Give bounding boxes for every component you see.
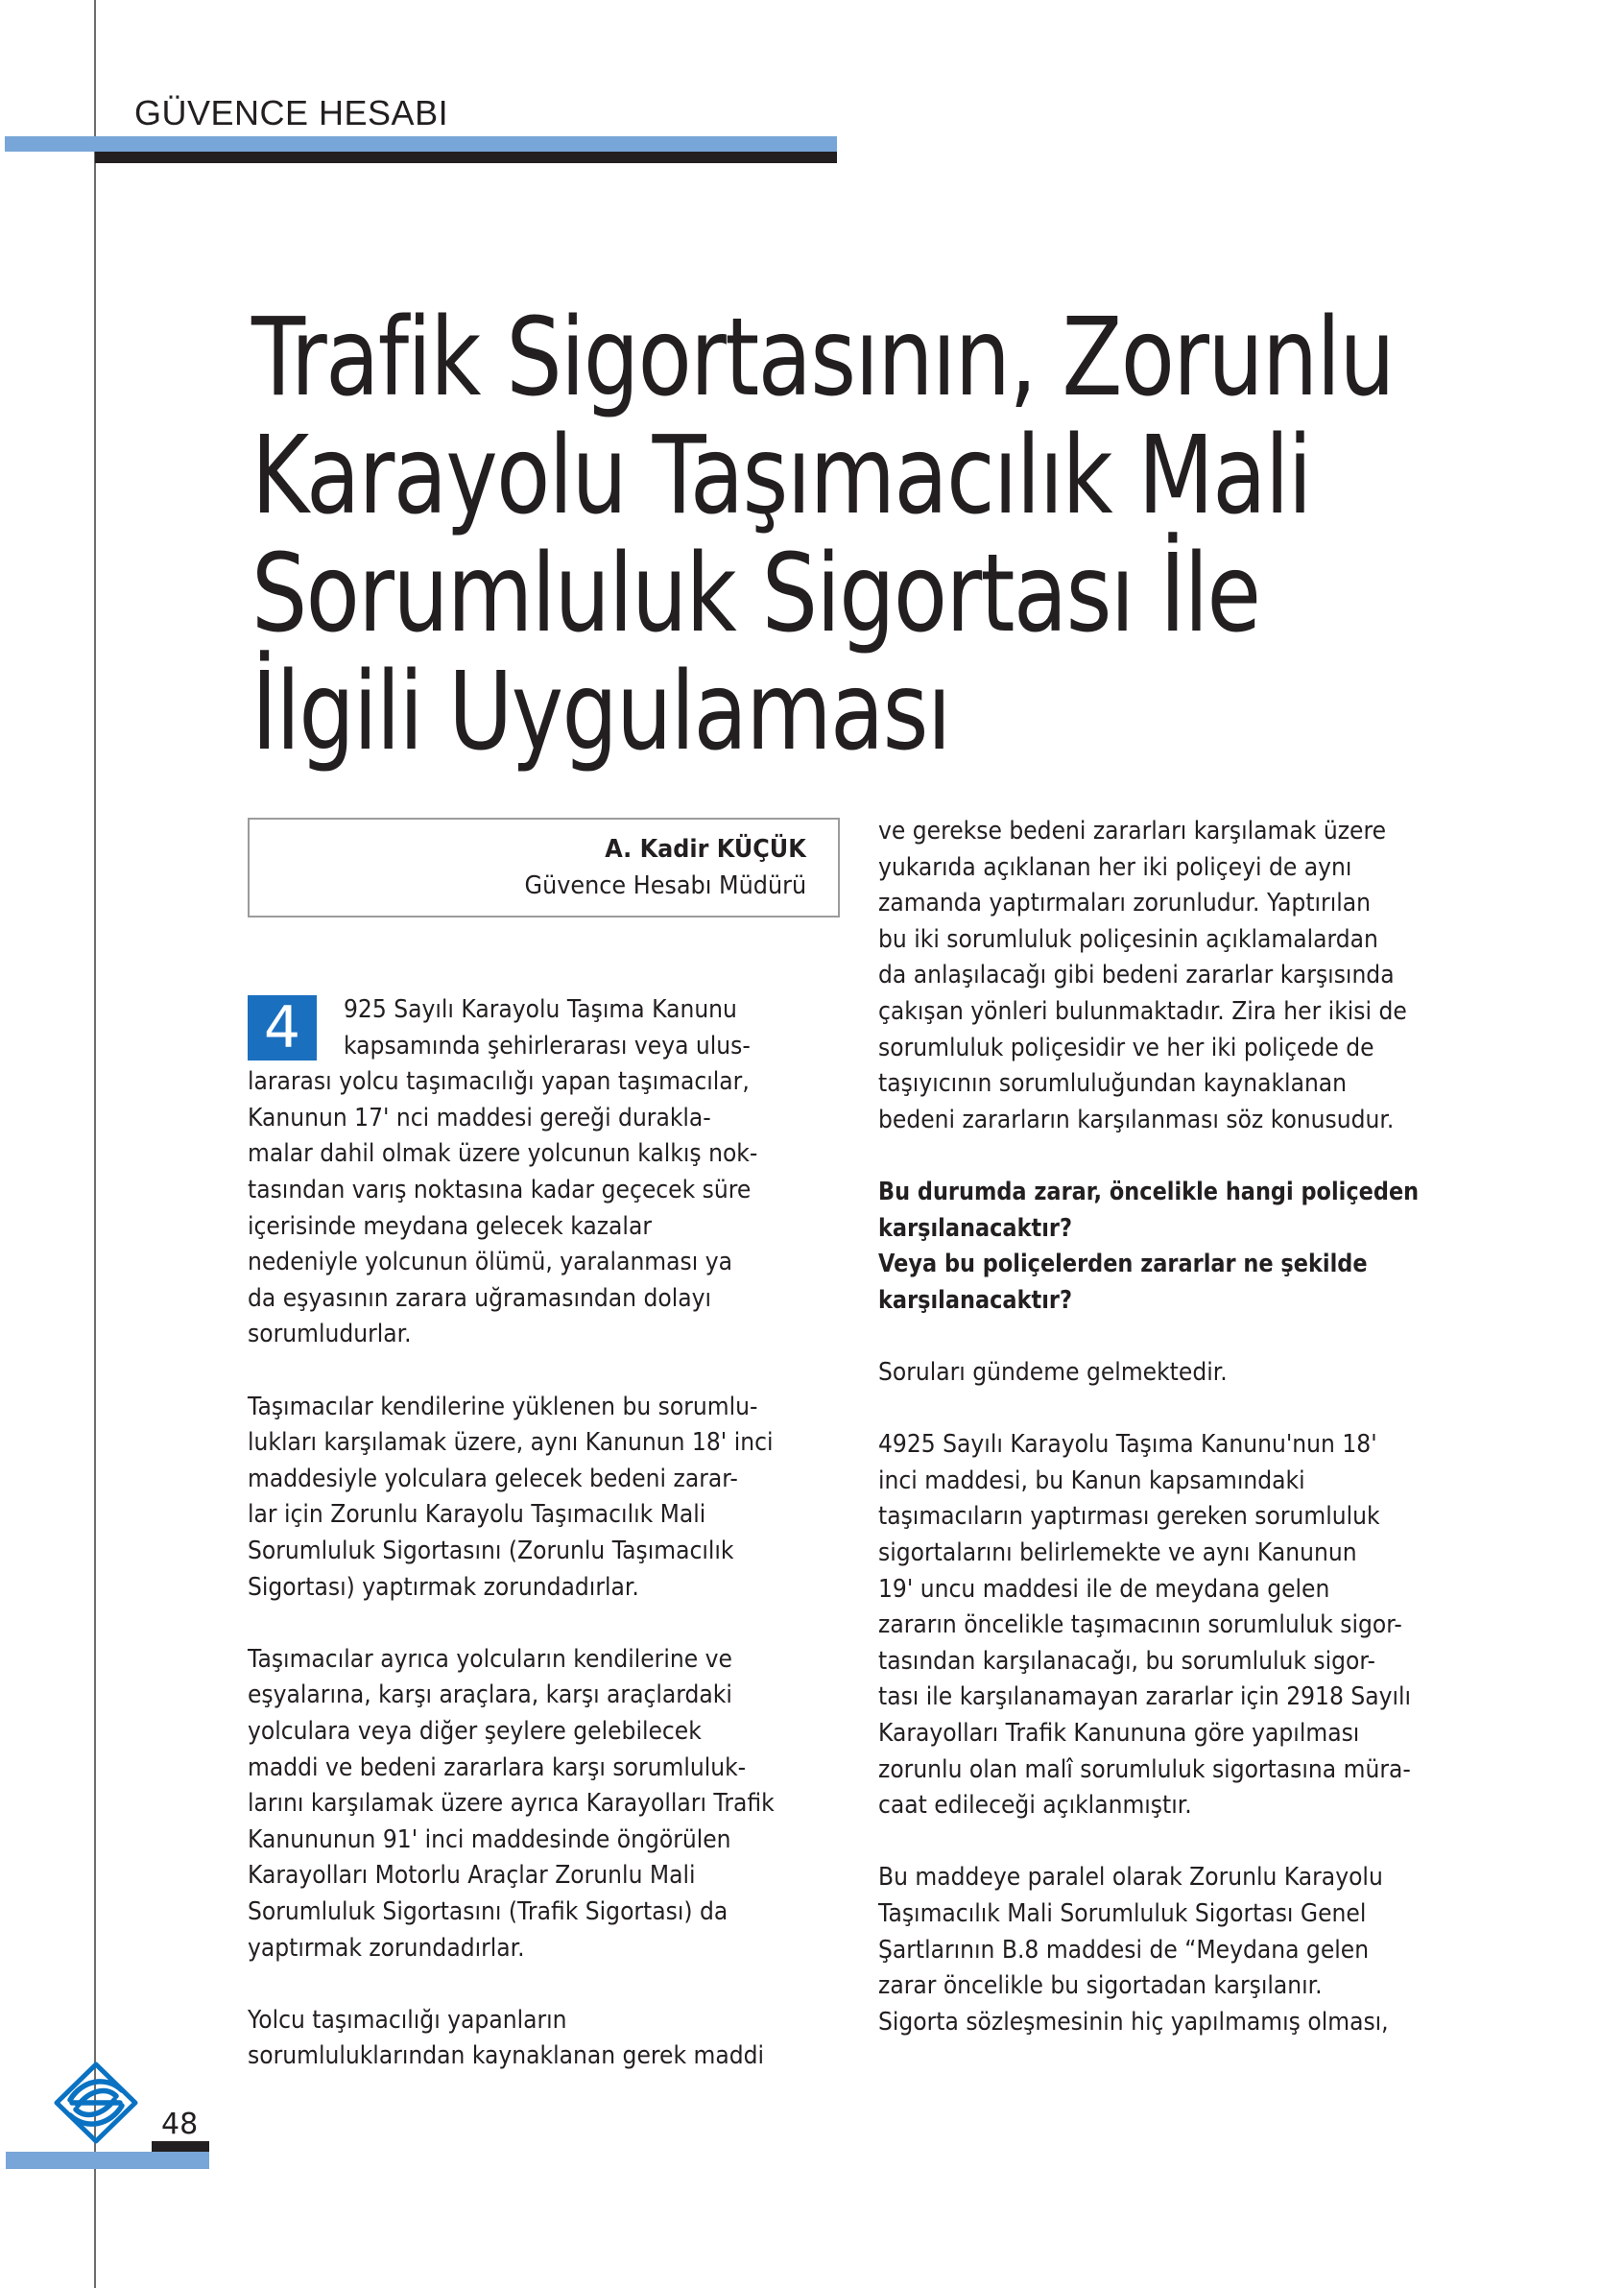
- body-line: zorunlu olan malî sorumluluk sigortasına müra-: [878, 1754, 1411, 1784]
- body-line: caat edileceği açıklanmıştır.: [878, 1791, 1192, 1821]
- body-line: çakışan yönleri bulunmaktadır. Zira her ikisi de: [878, 997, 1407, 1026]
- question-line: Veya bu poliçelerden zararlar ne şekilde: [878, 1250, 1368, 1279]
- title-line: Karayolu Taşımacılık Mali: [251, 414, 1311, 538]
- body-line: Sorumluluk Sigortasını (Zorunlu Taşımacılık: [248, 1537, 734, 1565]
- body-line: Karayolları Motorlu Araçlar Zorunlu Mali: [248, 1861, 696, 1891]
- body-line: inci maddesi, bu Kanun kapsamındaki: [878, 1466, 1305, 1495]
- body-line: tasından varış noktasına kadar geçecek süre: [248, 1176, 752, 1204]
- body-line: bu iki sorumluluk poliçesinin açıklamalardan: [878, 924, 1378, 954]
- body-line: lararası yolcu taşımacılığı yapan taşımacılar,: [248, 1067, 750, 1097]
- body-line: maddesiyle yolculara gelecek bedeni zarar-: [248, 1464, 738, 1493]
- body-line: zamanda yaptırmaları zorunludur. Yaptırılan: [878, 889, 1371, 918]
- body-line: bedeni zararların karşılanması söz konusudur.: [878, 1105, 1395, 1134]
- body-line: ve gerekse bedeni zararları karşılamak üzere: [878, 817, 1387, 846]
- body-line: da eşyasının zarara uğramasından dolayı: [248, 1283, 712, 1313]
- header-blue-bar: [5, 136, 837, 152]
- body-line: Taşımacılar ayrıca yolcuların kendilerine ve: [248, 1644, 732, 1674]
- body-line: 925 Sayılı Karayolu Taşıma Kanunu: [344, 995, 737, 1024]
- body-line: taşıyıcının sorumluluğundan kaynaklanan: [878, 1069, 1348, 1099]
- body-line: nedeniyle yolcunun ölümü, yaralanması ya: [248, 1248, 733, 1277]
- title-line: Trafik Sigortasının, Zorunlu: [251, 296, 1394, 420]
- body-line: zararın öncelikle taşımacının sorumluluk sigor-: [878, 1610, 1402, 1640]
- body-line: sorumludurlar.: [248, 1320, 412, 1349]
- body-line: sigortalarını belirlemekte ve aynı Kanunun: [878, 1538, 1357, 1567]
- author-role: Güvence Hesabı Müdürü: [524, 871, 806, 900]
- article-title: [251, 296, 1624, 775]
- question-line: karşılanacaktır?: [878, 1285, 1073, 1315]
- body-line: Soruları gündeme gelmektedir.: [878, 1358, 1228, 1387]
- margin-rule: [94, 0, 96, 2288]
- body-line: yukarıda açıklanan her iki poliçeyi de aynı: [878, 852, 1352, 882]
- body-line: sorumluluk poliçesidir ve her iki poliçede de: [878, 1033, 1374, 1062]
- body-line: tasından karşılanacağı, bu sorumluluk sigor-: [878, 1646, 1376, 1676]
- body-line: 4925 Sayılı Karayolu Taşıma Kanunu'nun 18': [878, 1430, 1377, 1460]
- body-line: Kanununun 91' inci maddesinde öngörülen: [248, 1824, 731, 1854]
- author-name: A. Kadir KÜÇÜK: [605, 835, 806, 864]
- body-line: tası ile karşılanamayan zararlar için 2918 Sayılı: [878, 1682, 1412, 1712]
- body-line: eşyalarına, karşı araçlara, karşı araçlardaki: [248, 1680, 732, 1710]
- body-line: sorumluluklarından kaynaklanan gerek maddi: [248, 2041, 765, 2071]
- body-line: taşımacıların yaptırması gereken sorumluluk: [878, 1502, 1380, 1532]
- question-line: Bu durumda zarar, öncelikle hangi poliçeden: [878, 1178, 1420, 1206]
- title-line: Sorumluluk Sigortası İle: [251, 532, 1260, 656]
- author-box: [248, 818, 840, 918]
- body-line: kapsamında şehirlerarası veya ulus-: [344, 1031, 751, 1061]
- title-line: İlgili Uygulaması: [251, 650, 950, 775]
- body-line: zarar öncelikle bu sigortadan karşılanır.: [878, 1971, 1323, 2001]
- drop-cap: 4: [248, 995, 317, 1061]
- footer-blue-bar: [6, 2152, 209, 2169]
- body-line: Sorumluluk Sigortasını (Trafik Sigortası) da: [248, 1897, 728, 1926]
- body-line: Şartlarının B.8 maddesi de “Meydana gelen: [878, 1935, 1370, 1965]
- body-line: Karayolları Trafik Kanununa göre yapılması: [878, 1719, 1360, 1748]
- header-black-bar: [95, 152, 837, 163]
- body-line: Taşımacılar kendilerine yüklenen bu sorumlu-: [248, 1392, 758, 1421]
- body-line: lar için Zorunlu Karayolu Taşımacılık Mali: [248, 1500, 706, 1530]
- footer-black-bar: [152, 2141, 209, 2152]
- body-line: yolculara veya diğer şeylere gelebilecek: [248, 1717, 702, 1746]
- body-line: Sigortası) yaptırmak zorundadırlar.: [248, 1572, 639, 1602]
- body-line: malar dahil olmak üzere yolcunun kalkış nok-: [248, 1139, 758, 1169]
- body-line: 19' uncu maddesi ile de meydana gelen: [878, 1574, 1330, 1604]
- body-line: da anlaşılacağı gibi bedeni zararlar karşısında: [878, 961, 1395, 990]
- section-label: GÜVENCE HESABI: [134, 93, 449, 132]
- body-line: yaptırmak zorundadırlar.: [248, 1933, 525, 1963]
- guvence-hesabi-logo-icon: [53, 2062, 139, 2144]
- body-line: Yolcu taşımacılığı yapanların: [248, 2005, 567, 2035]
- body-line: Taşımacılık Mali Sorumluluk Sigortası Genel: [878, 1899, 1367, 1928]
- body-line: Bu maddeye paralel olarak Zorunlu Karayolu: [878, 1863, 1383, 1893]
- body-line: Kanunun 17' nci maddesi gereği durakla-: [248, 1103, 711, 1132]
- body-line: Sigorta sözleşmesinin hiç yapılmamış olması,: [878, 2007, 1389, 2037]
- page-number: 48: [161, 2108, 199, 2141]
- body-line: larını karşılamak üzere ayrıca Karayolları Trafik: [248, 1789, 775, 1819]
- body-line: maddi ve bedeni zararlara karşı sorumluluk-: [248, 1752, 747, 1782]
- body-line: içerisinde meydana gelecek kazalar: [248, 1211, 652, 1241]
- body-line: lukları karşılamak üzere, aynı Kanunun 18' inci: [248, 1428, 774, 1458]
- question-line: karşılanacaktır?: [878, 1213, 1073, 1243]
